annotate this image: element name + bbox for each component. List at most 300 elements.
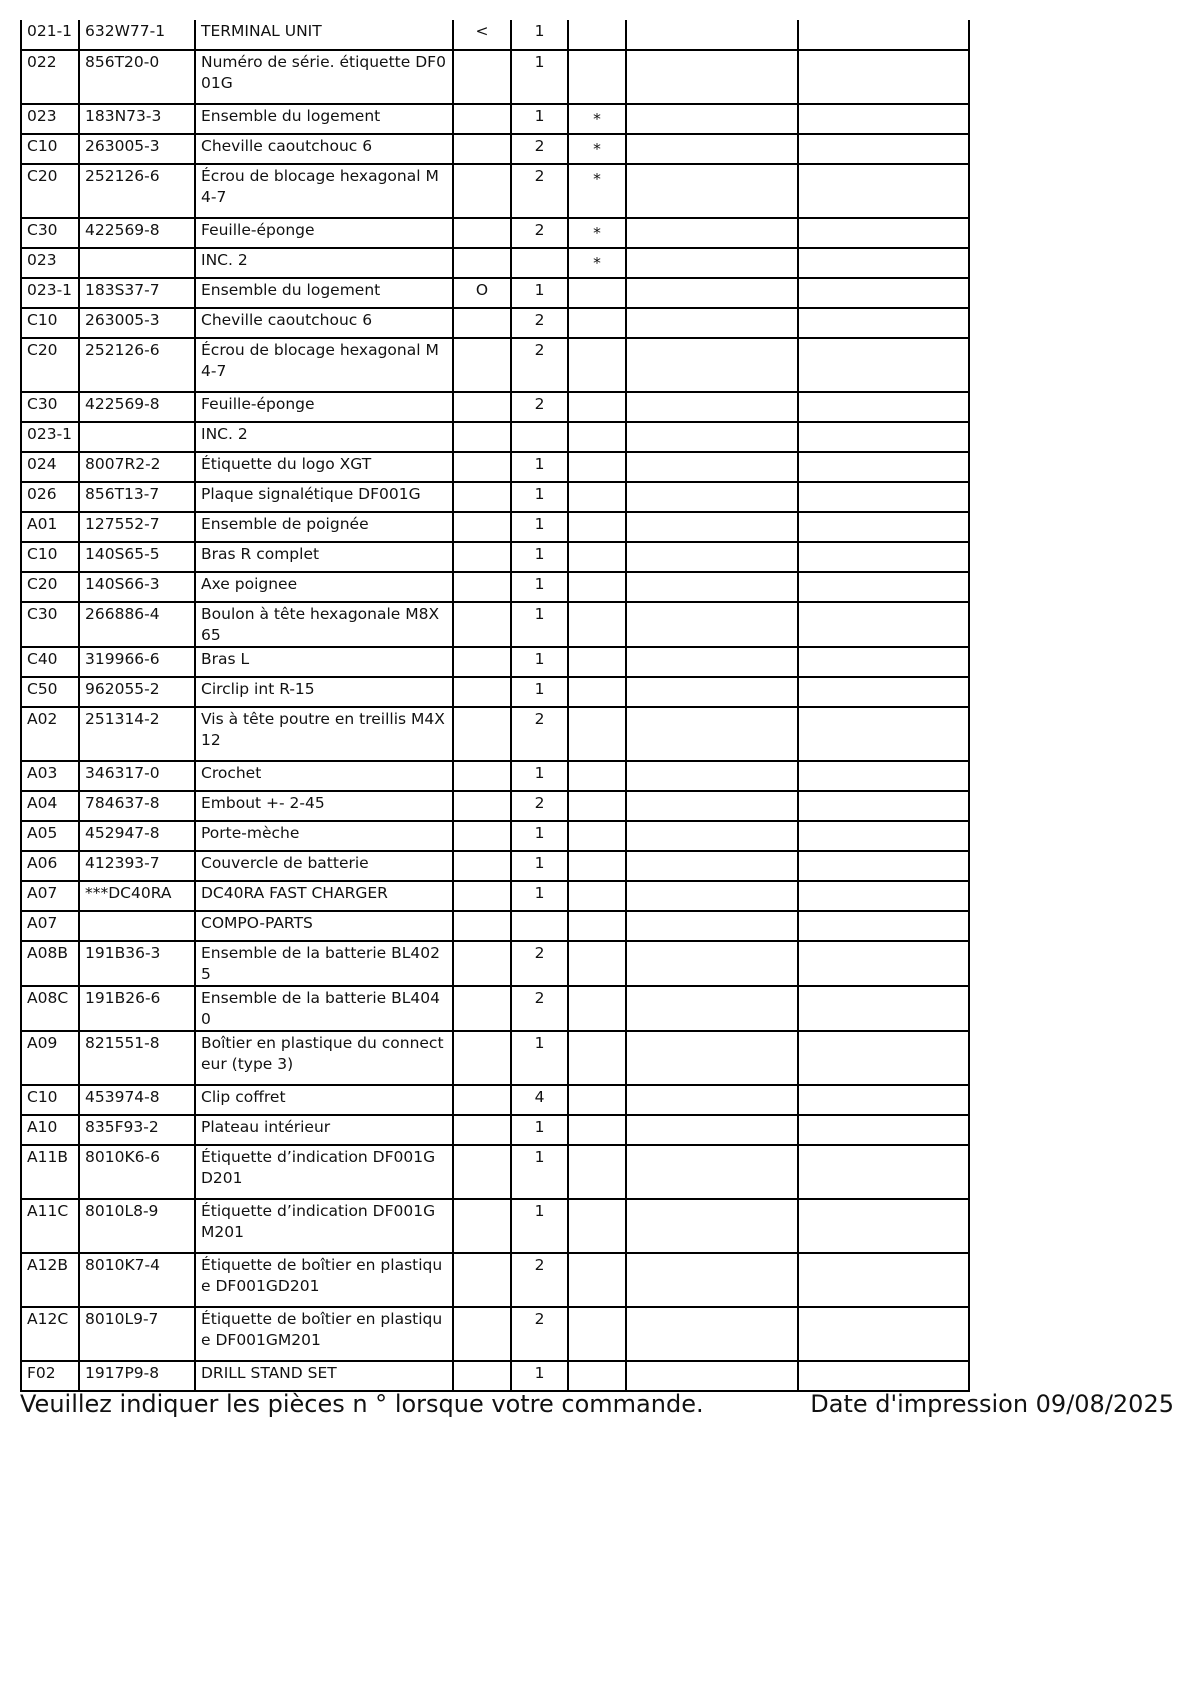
cell-ref-number: C10 xyxy=(21,308,79,338)
cell-ref-number: C50 xyxy=(21,677,79,707)
cell-ref-number: A10 xyxy=(21,1115,79,1145)
cell-blank xyxy=(626,1253,798,1307)
cell-blank xyxy=(798,542,969,572)
cell-description: Écrou de blocage hexagonal M4-7 xyxy=(195,164,453,218)
cell-mark xyxy=(568,821,626,851)
cell-description: Axe poignee xyxy=(195,572,453,602)
cell-blank xyxy=(798,134,969,164)
table-row xyxy=(21,1085,969,1115)
cell-change-code xyxy=(453,791,511,821)
cell-change-code xyxy=(453,602,511,647)
cell-blank xyxy=(798,647,969,677)
cell-description: Cheville caoutchouc 6 xyxy=(195,308,453,338)
cell-part-number xyxy=(79,248,195,278)
cell-part-number: 8010K6-6 xyxy=(79,1145,195,1199)
cell-quantity: 1 xyxy=(511,1115,568,1145)
cell-description: Feuille-éponge xyxy=(195,218,453,248)
cell-quantity: 1 xyxy=(511,761,568,791)
cell-mark xyxy=(568,338,626,392)
cell-blank xyxy=(626,218,798,248)
cell-quantity: 1 xyxy=(511,881,568,911)
cell-change-code xyxy=(453,392,511,422)
cell-blank xyxy=(798,1361,969,1391)
cell-blank xyxy=(798,677,969,707)
cell-description: Numéro de série. étiquette DF001G xyxy=(195,50,453,104)
cell-ref-number: A12B xyxy=(21,1253,79,1307)
cell-change-code xyxy=(453,572,511,602)
cell-blank xyxy=(626,851,798,881)
cell-quantity: 1 xyxy=(511,851,568,881)
cell-blank xyxy=(626,572,798,602)
cell-mark: * xyxy=(568,104,626,134)
cell-change-code xyxy=(453,941,511,986)
cell-description: Ensemble du logement xyxy=(195,278,453,308)
order-instruction-note: Veuillez indiquer les pièces n ° lorsque votre commande. xyxy=(20,1390,704,1418)
cell-ref-number: A07 xyxy=(21,911,79,941)
table-row xyxy=(21,248,969,278)
cell-ref-number: A11C xyxy=(21,1199,79,1253)
cell-part-number: 263005-3 xyxy=(79,134,195,164)
cell-part-number: 8010K7-4 xyxy=(79,1253,195,1307)
table-row xyxy=(21,278,969,308)
cell-part-number: 835F93-2 xyxy=(79,1115,195,1145)
cell-mark xyxy=(568,1361,626,1391)
cell-blank xyxy=(798,572,969,602)
cell-blank xyxy=(626,164,798,218)
cell-ref-number: C30 xyxy=(21,602,79,647)
table-row xyxy=(21,851,969,881)
cell-blank xyxy=(798,851,969,881)
cell-blank xyxy=(626,392,798,422)
cell-description: Circlip int R-15 xyxy=(195,677,453,707)
cell-blank xyxy=(626,542,798,572)
cell-ref-number: 023 xyxy=(21,248,79,278)
cell-change-code xyxy=(453,164,511,218)
cell-blank xyxy=(798,1199,969,1253)
cell-ref-number: C30 xyxy=(21,218,79,248)
cell-quantity: 2 xyxy=(511,308,568,338)
cell-part-number: 1917P9-8 xyxy=(79,1361,195,1391)
cell-change-code xyxy=(453,1145,511,1199)
table-row xyxy=(21,647,969,677)
cell-ref-number: A02 xyxy=(21,707,79,761)
cell-mark xyxy=(568,851,626,881)
cell-blank xyxy=(626,278,798,308)
table-row xyxy=(21,677,969,707)
cell-change-code xyxy=(453,761,511,791)
cell-part-number: 140S66-3 xyxy=(79,572,195,602)
table-row xyxy=(21,452,969,482)
cell-blank xyxy=(626,881,798,911)
cell-quantity: 1 xyxy=(511,647,568,677)
cell-ref-number: A01 xyxy=(21,512,79,542)
cell-blank xyxy=(626,422,798,452)
cell-change-code xyxy=(453,542,511,572)
cell-mark xyxy=(568,1253,626,1307)
cell-part-number: 252126-6 xyxy=(79,338,195,392)
cell-description: Étiquette d’indication DF001GM201 xyxy=(195,1199,453,1253)
cell-quantity: 1 xyxy=(511,1361,568,1391)
cell-mark xyxy=(568,986,626,1031)
cell-change-code xyxy=(453,482,511,512)
cell-quantity: 1 xyxy=(511,572,568,602)
cell-change-code xyxy=(453,881,511,911)
cell-blank xyxy=(798,1145,969,1199)
cell-blank xyxy=(626,1361,798,1391)
cell-blank xyxy=(626,707,798,761)
cell-mark xyxy=(568,572,626,602)
cell-ref-number: C10 xyxy=(21,542,79,572)
cell-quantity: 2 xyxy=(511,707,568,761)
cell-description: Ensemble du logement xyxy=(195,104,453,134)
cell-mark xyxy=(568,20,626,50)
cell-description: Embout +- 2-45 xyxy=(195,791,453,821)
cell-description: Plateau intérieur xyxy=(195,1115,453,1145)
parts-list-table xyxy=(20,20,970,1392)
cell-quantity: 2 xyxy=(511,338,568,392)
cell-ref-number: 026 xyxy=(21,482,79,512)
cell-blank xyxy=(798,452,969,482)
cell-mark xyxy=(568,422,626,452)
cell-ref-number: A05 xyxy=(21,821,79,851)
cell-change-code xyxy=(453,1361,511,1391)
cell-ref-number: A07 xyxy=(21,881,79,911)
cell-blank xyxy=(626,647,798,677)
cell-blank xyxy=(798,20,969,50)
cell-quantity: 1 xyxy=(511,1145,568,1199)
cell-change-code: O xyxy=(453,278,511,308)
cell-blank xyxy=(798,248,969,278)
cell-mark xyxy=(568,677,626,707)
cell-blank xyxy=(798,512,969,542)
cell-change-code xyxy=(453,50,511,104)
cell-change-code xyxy=(453,248,511,278)
cell-quantity: 4 xyxy=(511,1085,568,1115)
cell-mark xyxy=(568,1199,626,1253)
table-row xyxy=(21,512,969,542)
cell-blank xyxy=(626,986,798,1031)
cell-mark xyxy=(568,1085,626,1115)
cell-mark xyxy=(568,1307,626,1361)
cell-change-code: < xyxy=(453,20,511,50)
cell-description: Étiquette de boîtier en plastique DF001GD201 xyxy=(195,1253,453,1307)
cell-blank xyxy=(626,677,798,707)
cell-part-number: 127552-7 xyxy=(79,512,195,542)
cell-part-number: 319966-6 xyxy=(79,647,195,677)
cell-blank xyxy=(626,20,798,50)
cell-description: Étiquette du logo XGT xyxy=(195,452,453,482)
cell-ref-number: C30 xyxy=(21,392,79,422)
cell-quantity: 1 xyxy=(511,512,568,542)
cell-blank xyxy=(626,821,798,851)
cell-blank xyxy=(626,248,798,278)
cell-part-number: 452947-8 xyxy=(79,821,195,851)
cell-part-number: 784637-8 xyxy=(79,791,195,821)
cell-blank xyxy=(626,50,798,104)
cell-blank xyxy=(626,911,798,941)
cell-blank xyxy=(798,422,969,452)
table-row xyxy=(21,941,969,986)
cell-part-number: 422569-8 xyxy=(79,392,195,422)
cell-part-number: 251314-2 xyxy=(79,707,195,761)
cell-quantity: 2 xyxy=(511,134,568,164)
cell-quantity: 1 xyxy=(511,50,568,104)
cell-mark xyxy=(568,707,626,761)
cell-part-number xyxy=(79,422,195,452)
cell-blank xyxy=(798,218,969,248)
table-row xyxy=(21,134,969,164)
cell-mark xyxy=(568,941,626,986)
cell-blank xyxy=(798,986,969,1031)
cell-quantity: 1 xyxy=(511,452,568,482)
cell-change-code xyxy=(453,134,511,164)
cell-mark xyxy=(568,647,626,677)
cell-mark xyxy=(568,278,626,308)
cell-part-number: 346317-0 xyxy=(79,761,195,791)
parts-table-body xyxy=(21,20,969,1391)
table-row xyxy=(21,1307,969,1361)
cell-blank xyxy=(798,1085,969,1115)
cell-ref-number: 022 xyxy=(21,50,79,104)
cell-blank xyxy=(798,1307,969,1361)
cell-change-code xyxy=(453,512,511,542)
table-row xyxy=(21,20,969,50)
cell-part-number: 422569-8 xyxy=(79,218,195,248)
cell-blank xyxy=(626,512,798,542)
cell-quantity: 1 xyxy=(511,542,568,572)
cell-quantity: 1 xyxy=(511,482,568,512)
cell-mark xyxy=(568,911,626,941)
cell-description: Crochet xyxy=(195,761,453,791)
cell-description: Cheville caoutchouc 6 xyxy=(195,134,453,164)
cell-ref-number: A04 xyxy=(21,791,79,821)
cell-change-code xyxy=(453,911,511,941)
cell-change-code xyxy=(453,1199,511,1253)
cell-blank xyxy=(626,602,798,647)
table-row xyxy=(21,1253,969,1307)
cell-description: DC40RA FAST CHARGER xyxy=(195,881,453,911)
cell-quantity: 1 xyxy=(511,278,568,308)
table-row xyxy=(21,392,969,422)
cell-change-code xyxy=(453,1115,511,1145)
cell-part-number: ***DC40RA xyxy=(79,881,195,911)
table-row xyxy=(21,821,969,851)
cell-mark: * xyxy=(568,248,626,278)
cell-description: Boîtier en plastique du connecteur (type 3) xyxy=(195,1031,453,1085)
cell-part-number xyxy=(79,911,195,941)
cell-ref-number: C10 xyxy=(21,1085,79,1115)
table-row xyxy=(21,1115,969,1145)
cell-description: Écrou de blocage hexagonal M4-7 xyxy=(195,338,453,392)
cell-ref-number: A08C xyxy=(21,986,79,1031)
cell-part-number: 8010L8-9 xyxy=(79,1199,195,1253)
cell-ref-number: A12C xyxy=(21,1307,79,1361)
cell-description: DRILL STAND SET xyxy=(195,1361,453,1391)
cell-quantity: 1 xyxy=(511,602,568,647)
cell-blank xyxy=(798,791,969,821)
cell-part-number: 8007R2-2 xyxy=(79,452,195,482)
print-date: Date d'impression 09/08/2025 xyxy=(810,1390,1174,1418)
cell-part-number: 263005-3 xyxy=(79,308,195,338)
cell-ref-number: 023-1 xyxy=(21,278,79,308)
cell-blank xyxy=(798,761,969,791)
cell-change-code xyxy=(453,1031,511,1085)
table-row xyxy=(21,1145,969,1199)
cell-description: Bras R complet xyxy=(195,542,453,572)
cell-mark xyxy=(568,512,626,542)
cell-part-number: 821551-8 xyxy=(79,1031,195,1085)
cell-change-code xyxy=(453,647,511,677)
cell-part-number: 191B26-6 xyxy=(79,986,195,1031)
cell-ref-number: C10 xyxy=(21,134,79,164)
table-row xyxy=(21,542,969,572)
cell-description: Ensemble de la batterie BL4040 xyxy=(195,986,453,1031)
cell-description: TERMINAL UNIT xyxy=(195,20,453,50)
table-row xyxy=(21,791,969,821)
cell-ref-number: C20 xyxy=(21,338,79,392)
cell-change-code xyxy=(453,1307,511,1361)
cell-quantity: 2 xyxy=(511,164,568,218)
cell-part-number: 632W77-1 xyxy=(79,20,195,50)
table-row xyxy=(21,104,969,134)
table-row xyxy=(21,602,969,647)
cell-description: Vis à tête poutre en treillis M4X12 xyxy=(195,707,453,761)
cell-mark xyxy=(568,1145,626,1199)
cell-blank xyxy=(798,50,969,104)
cell-blank xyxy=(798,911,969,941)
cell-mark xyxy=(568,1115,626,1145)
table-row xyxy=(21,881,969,911)
cell-quantity: 2 xyxy=(511,791,568,821)
table-row xyxy=(21,1031,969,1085)
cell-ref-number: C20 xyxy=(21,572,79,602)
cell-change-code xyxy=(453,422,511,452)
table-row xyxy=(21,572,969,602)
cell-change-code xyxy=(453,338,511,392)
cell-change-code xyxy=(453,218,511,248)
table-row xyxy=(21,1361,969,1391)
table-row xyxy=(21,986,969,1031)
cell-blank xyxy=(626,482,798,512)
cell-part-number: 453974-8 xyxy=(79,1085,195,1115)
table-row xyxy=(21,218,969,248)
cell-mark: * xyxy=(568,134,626,164)
cell-quantity xyxy=(511,248,568,278)
cell-change-code xyxy=(453,1085,511,1115)
cell-blank xyxy=(626,791,798,821)
cell-mark: * xyxy=(568,218,626,248)
cell-blank xyxy=(798,1253,969,1307)
cell-mark xyxy=(568,392,626,422)
cell-ref-number: A08B xyxy=(21,941,79,986)
cell-blank xyxy=(626,134,798,164)
cell-blank xyxy=(626,338,798,392)
cell-quantity: 2 xyxy=(511,392,568,422)
cell-quantity: 1 xyxy=(511,1031,568,1085)
cell-quantity: 2 xyxy=(511,218,568,248)
cell-mark: * xyxy=(568,164,626,218)
cell-quantity: 2 xyxy=(511,986,568,1031)
cell-blank xyxy=(798,941,969,986)
cell-description: INC. 2 xyxy=(195,248,453,278)
cell-ref-number: A06 xyxy=(21,851,79,881)
cell-blank xyxy=(626,452,798,482)
cell-quantity: 1 xyxy=(511,104,568,134)
cell-quantity xyxy=(511,911,568,941)
cell-blank xyxy=(798,164,969,218)
cell-part-number: 140S65-5 xyxy=(79,542,195,572)
cell-description: Ensemble de la batterie BL4025 xyxy=(195,941,453,986)
cell-blank xyxy=(798,707,969,761)
cell-change-code xyxy=(453,452,511,482)
table-row xyxy=(21,1199,969,1253)
cell-quantity: 1 xyxy=(511,677,568,707)
cell-blank xyxy=(626,1307,798,1361)
cell-description: Étiquette d’indication DF001GD201 xyxy=(195,1145,453,1199)
cell-blank xyxy=(626,1031,798,1085)
cell-part-number: 412393-7 xyxy=(79,851,195,881)
cell-quantity: 2 xyxy=(511,1307,568,1361)
cell-blank xyxy=(798,602,969,647)
cell-blank xyxy=(798,392,969,422)
cell-description: Couvercle de batterie xyxy=(195,851,453,881)
cell-quantity: 1 xyxy=(511,1199,568,1253)
cell-description: COMPO-PARTS xyxy=(195,911,453,941)
cell-change-code xyxy=(453,308,511,338)
cell-change-code xyxy=(453,1253,511,1307)
cell-quantity: 2 xyxy=(511,941,568,986)
cell-ref-number: 021-1 xyxy=(21,20,79,50)
cell-description: Étiquette de boîtier en plastique DF001GM201 xyxy=(195,1307,453,1361)
cell-quantity xyxy=(511,422,568,452)
cell-blank xyxy=(798,881,969,911)
cell-part-number: 856T13-7 xyxy=(79,482,195,512)
table-row xyxy=(21,707,969,761)
cell-mark xyxy=(568,761,626,791)
cell-blank xyxy=(626,1085,798,1115)
cell-mark xyxy=(568,1031,626,1085)
cell-blank xyxy=(626,104,798,134)
table-row xyxy=(21,482,969,512)
cell-description: Boulon à tête hexagonale M8X65 xyxy=(195,602,453,647)
cell-part-number: 252126-6 xyxy=(79,164,195,218)
cell-ref-number: C40 xyxy=(21,647,79,677)
cell-blank xyxy=(798,1115,969,1145)
cell-mark xyxy=(568,50,626,104)
cell-blank xyxy=(626,308,798,338)
cell-part-number: 856T20-0 xyxy=(79,50,195,104)
cell-blank xyxy=(626,761,798,791)
cell-change-code xyxy=(453,677,511,707)
cell-ref-number: A09 xyxy=(21,1031,79,1085)
cell-mark xyxy=(568,542,626,572)
table-row xyxy=(21,911,969,941)
cell-change-code xyxy=(453,986,511,1031)
cell-description: Feuille-éponge xyxy=(195,392,453,422)
cell-description: Porte-mèche xyxy=(195,821,453,851)
cell-change-code xyxy=(453,707,511,761)
cell-change-code xyxy=(453,104,511,134)
cell-description: INC. 2 xyxy=(195,422,453,452)
cell-mark xyxy=(568,482,626,512)
cell-blank xyxy=(798,1031,969,1085)
cell-ref-number: A11B xyxy=(21,1145,79,1199)
cell-ref-number: C20 xyxy=(21,164,79,218)
cell-ref-number: 023-1 xyxy=(21,422,79,452)
cell-blank xyxy=(626,1145,798,1199)
cell-blank xyxy=(626,941,798,986)
cell-quantity: 1 xyxy=(511,821,568,851)
